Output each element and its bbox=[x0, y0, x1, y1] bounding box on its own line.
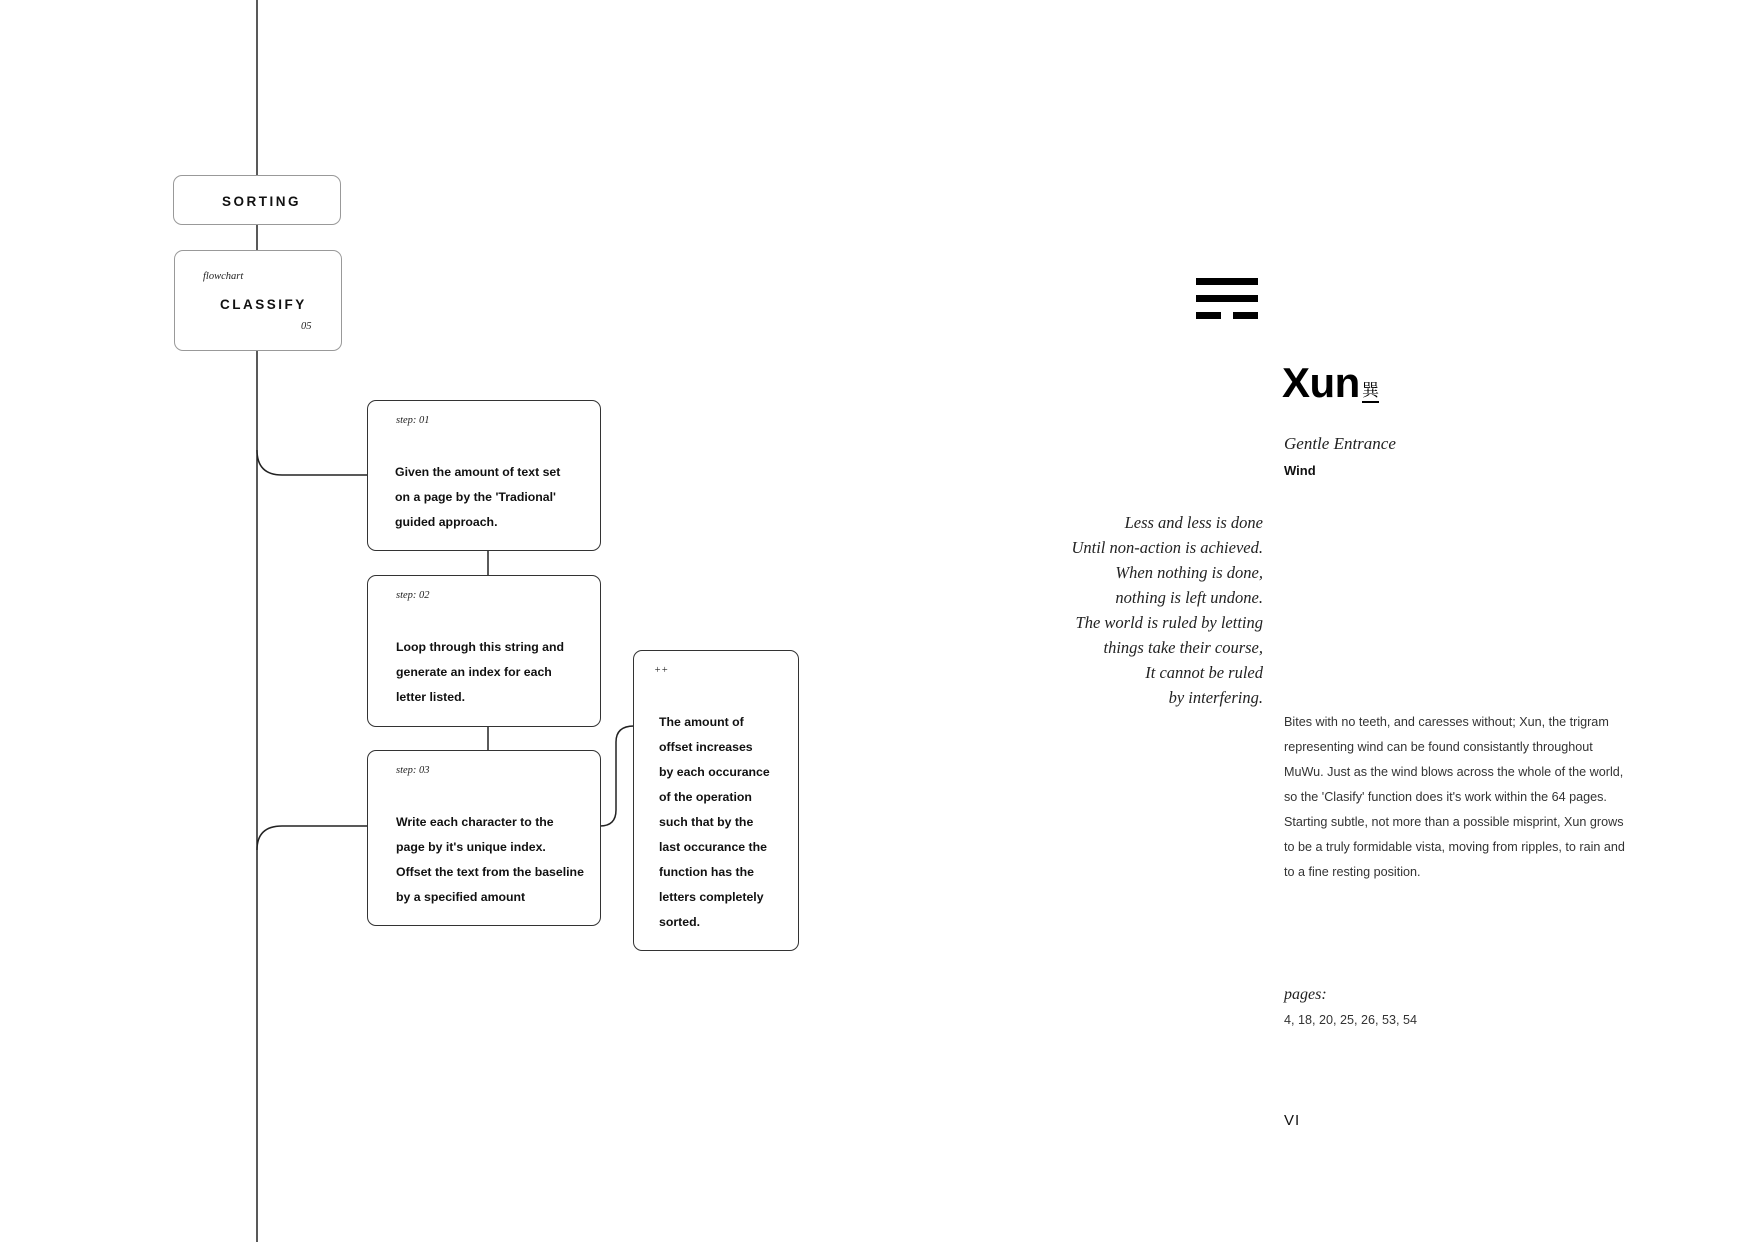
entry-glyph: 巽 bbox=[1362, 381, 1379, 401]
page-folio: VI bbox=[1284, 1112, 1301, 1129]
increment-node bbox=[633, 650, 799, 951]
entry-element: Wind bbox=[1284, 463, 1316, 478]
step-03-node bbox=[367, 750, 601, 926]
sorting-node bbox=[173, 175, 341, 225]
increment-tag: ++ bbox=[654, 665, 669, 676]
step-02-text: Loop through this string and generate an index for each letter listed. bbox=[396, 640, 565, 704]
trigram-broken-line bbox=[1196, 312, 1258, 319]
classify-label: CLASSIFY bbox=[220, 297, 307, 312]
poem bbox=[1020, 510, 1263, 710]
entry-description: Bites with no teeth, and caresses without; Xun, the trigram representing wind can be found consistantly throughout MuWu. Just as the wind blows across the whole of the world, so the 'Clasify' function does it's work within the 64 pages. Starting subtle, not more than a possible misprint, Xun grows to be a truly formidable vista, moving from ripples, to rain and to a fine resting position. bbox=[1284, 715, 1625, 879]
entry-title: Xun bbox=[1282, 359, 1360, 406]
step-01-node bbox=[367, 400, 601, 551]
branch-to-step-03 bbox=[257, 826, 369, 850]
step-03-tag: step: 03 bbox=[396, 765, 430, 776]
poem-line: Less and less is done bbox=[1124, 513, 1263, 532]
step-02-node bbox=[367, 575, 601, 727]
classify-node bbox=[174, 250, 342, 351]
poem-line: The world is ruled by letting bbox=[1075, 613, 1263, 632]
step-03-text: Write each character to the page by it's unique index. Offset the text from the baseline by a specified amount bbox=[396, 815, 584, 904]
increment-text: The amount of offset increases by each occurance of the operation such that by the last occurance the function has the letters completely sorted. bbox=[659, 715, 770, 929]
poem-line: When nothing is done, bbox=[1115, 563, 1263, 582]
step-02-tag: step: 02 bbox=[396, 590, 430, 601]
pages-list: 4, 18, 20, 25, 26, 53, 54 bbox=[1284, 1013, 1418, 1027]
poem-line: nothing is left undone. bbox=[1115, 588, 1263, 607]
poem-line: things take their course, bbox=[1103, 638, 1263, 657]
step-01-tag: step: 01 bbox=[396, 415, 430, 426]
trigram-solid-line bbox=[1196, 295, 1258, 302]
branch-to-step-01 bbox=[257, 450, 369, 475]
poem-line: Until non-action is achieved. bbox=[1071, 538, 1263, 557]
classify-kicker: flowchart bbox=[203, 271, 244, 282]
entry-subtitle: Gentle Entrance bbox=[1284, 434, 1396, 453]
poem-line: by interfering. bbox=[1168, 688, 1263, 707]
sorting-label: SORTING bbox=[222, 194, 302, 209]
branch-to-increment bbox=[600, 726, 634, 826]
trigram-solid-line bbox=[1196, 278, 1258, 285]
xun-trigram-icon bbox=[1196, 278, 1258, 329]
poem-line: It cannot be ruled bbox=[1145, 663, 1263, 682]
pages-label: pages: bbox=[1284, 986, 1327, 1003]
classify-number: 05 bbox=[301, 321, 312, 332]
step-01-text: Given the amount of text set on a page by the 'Tradional' guided approach. bbox=[395, 465, 561, 529]
